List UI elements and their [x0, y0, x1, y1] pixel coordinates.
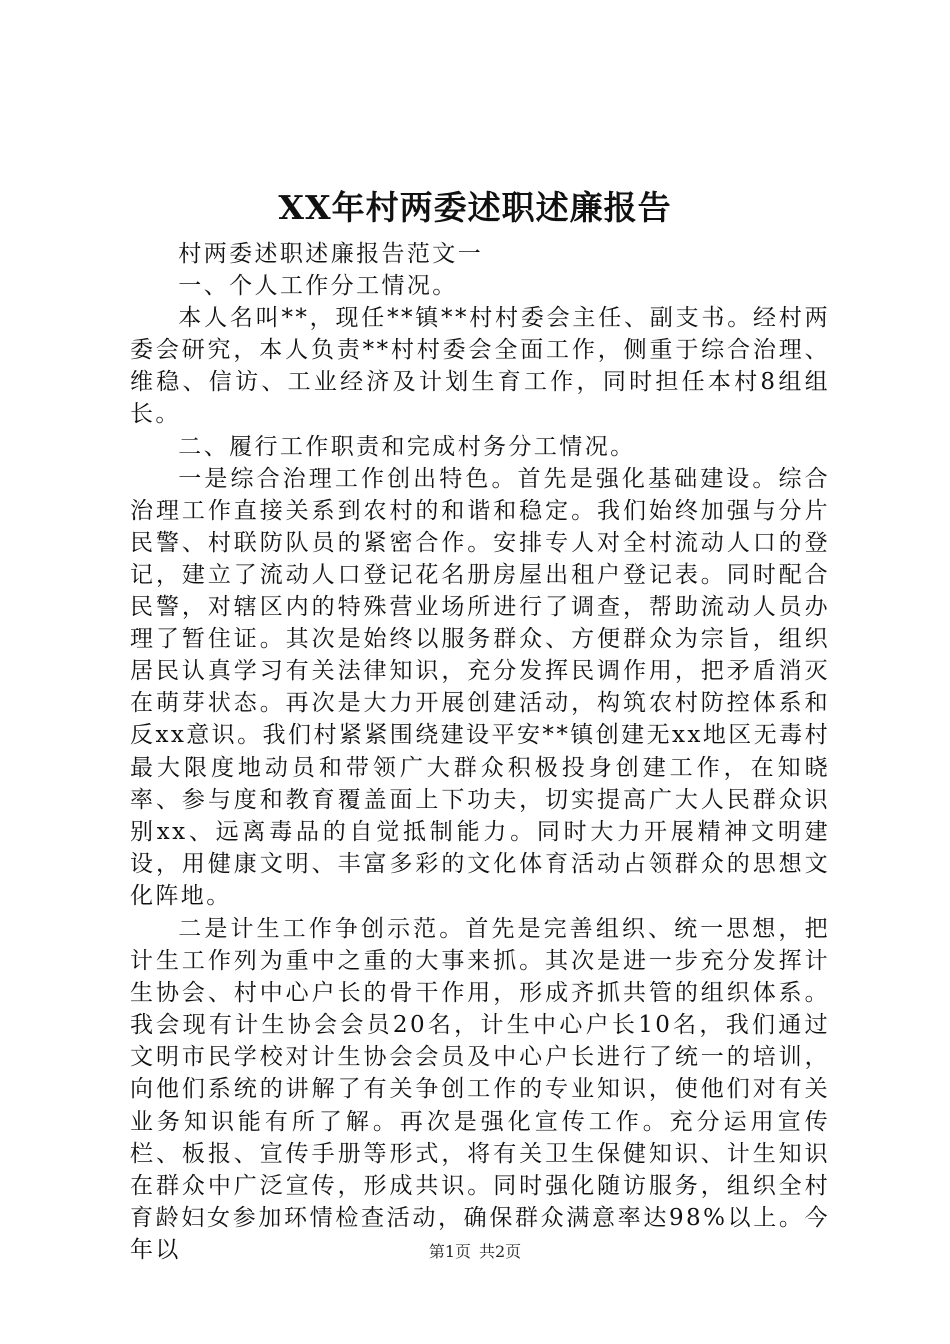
document-body — [130, 238, 830, 1266]
page-footer — [0, 1240, 950, 1264]
page-number-total: 共2页 — [479, 1242, 522, 1261]
page-number-current: 第1页 — [428, 1242, 471, 1261]
paragraph-personal-role: 本人名叫**，现任**镇**村村委会主任、副支书。经村两委会研究，本人负责**村村委会全面工作，侧重于综合治理、维稳、信访、工业经济及计划生育工作，同时担任本村8组组长。 — [130, 305, 830, 428]
document-title: XX年村两委述职述廉报告 — [278, 188, 672, 227]
paragraph-family-planning-work: 二是计生工作争创示范。首先是完善组织、统一思想，把计生工作列为重中之重的大事来抓。其次是进一步充分发挥计生协会、村中心户长的骨干作用，形成齐抓共管的组织体系。我会现有计生协会会员20名，计生中心户长10名，我们通过文明市民学校对计生协会会员及中心户长进行了统一的培训，向他们系统的讲解了有关争创工作的专业知识，使他们对有关业务知识能有所了解。再次是强化宣传工作。充分运用宣传栏、板报、宣传手册等形式，将有关卫生保健知识、计生知识在群众中广泛宣传，形成共识。同时强化随访服务，组织全村育龄妇女参加环情检查活动，确保群众满意率达98%以上。今年以 — [130, 915, 830, 1263]
paragraph-section-heading-1: 一、个人工作分工情况。 — [178, 273, 458, 300]
paragraph-subtitle: 村两委述职述廉报告范文一 — [178, 241, 484, 267]
paragraph-section-heading-2: 二、履行工作职责和完成村务分工情况。 — [178, 433, 636, 460]
paragraph-public-security-work: 一是综合治理工作创出特色。首先是强化基础建设。综合治理工作直接关系到农村的和谐和稳定。我们始终加强与分片民警、村联防队员的紧密合作。安排专人对全村流动人口的登记，建立了流动人口登记花名册房屋出租户登记表。同时配合民警，对辖区内的特殊营业场所进行了调查，帮助流动人员办理了暂住证。其次是始终以服务群众、方便群众为宗旨，组织居民认真学习有关法律知识，充分发挥民调作用，把矛盾消灭在萌芽状态。再次是大力开展创建活动，构筑农村防控体系和反xx意识。我们村紧紧围绕建设平安**镇创建无xx地区无毒村最大限度地动员和带领广大群众积极投身创建工作，在知晓率、参与度和教育覆盖面上下功夫，切实提高广大人民群众识别xx、远离毒品的自觉抵制能力。同时大力开展精神文明建设，用健康文明、丰富多彩的文化体育活动占领群众的思想文化阵地。 — [130, 465, 830, 909]
